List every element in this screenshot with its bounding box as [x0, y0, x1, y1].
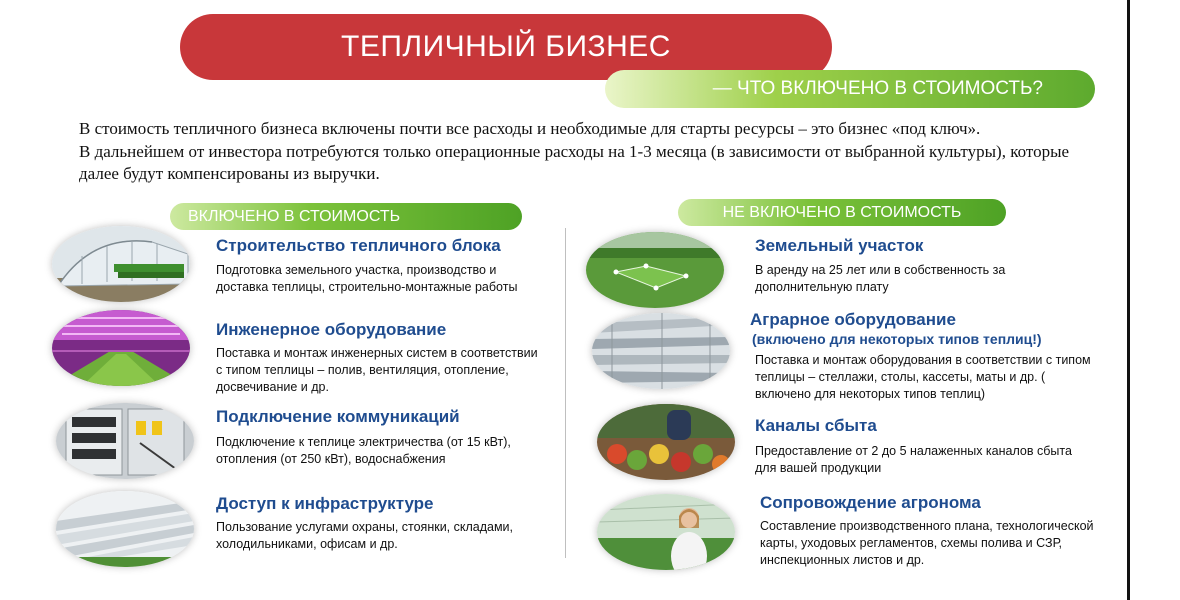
- column-divider: [565, 228, 566, 558]
- intro-text: [79, 118, 1089, 186]
- included-item-4-title: Доступ к инфраструктуре: [216, 494, 434, 513]
- included-section-label: [170, 203, 522, 230]
- land-plot-image: [586, 232, 724, 308]
- greenhouse-tunnel-image: [52, 226, 190, 302]
- greenhouse-interior-image: [592, 313, 730, 389]
- grow-lights-image: [52, 310, 190, 386]
- excluded-label-text: НЕ ВКЛЮЧЕНО В СТОИМОСТЬ: [722, 203, 962, 221]
- included-label-text: ВКЛЮЧЕНО В СТОИМОСТЬ: [188, 207, 401, 225]
- electrical-panel-image: [56, 403, 194, 479]
- excluded-item-3-text: Предоставление от 2 до 5 налаженных каналов сбыта для вашей продукции: [755, 444, 1072, 475]
- excluded-item-2-text: Поставка и монтаж оборудования в соответствии с типом теплицы – стеллажи, столы, кассеты, маты и др. ( включено для некоторых типов теплиц): [755, 353, 1091, 401]
- included-item-1-text: Подготовка земельного участка, производство и доставка теплицы, строительно-монтажные работы: [216, 263, 518, 294]
- included-item-3-text: Подключение к теплице электричества (от 15 кВт), отопления (от 250 кВт), водоснабжения: [216, 435, 511, 466]
- page-subtitle-banner: [605, 70, 1095, 108]
- included-item-1-title: Строительство тепличного блока: [216, 236, 501, 255]
- excluded-item-2-subtitle: (включено для некоторых типов теплиц!): [752, 331, 1042, 347]
- page-subtitle: — ЧТО ВКЛЮЧЕНО В СТОИМОСТЬ?: [712, 78, 1043, 99]
- agronomist-image: [597, 494, 735, 570]
- intro-paragraph-2: В дальнейшем от инвестора потребуются только операционные расходы на 1-3 месяца (в зависимости от выбранной культуры), которые далее будут компенсированы из выручки.: [79, 141, 1070, 183]
- page-title: ТЕПЛИЧНЫЙ БИЗНЕС: [341, 30, 671, 63]
- excluded-item-1-text: В аренду на 25 лет или в собственность за дополнительную плату: [755, 263, 1006, 294]
- intro-paragraph-1: В стоимость тепличного бизнеса включены почти все расходы и необходимые для старты ресурсы – это бизнес «под ключ».: [79, 119, 981, 138]
- vegetable-market-image: [597, 404, 735, 480]
- excluded-item-3-title: Каналы сбыта: [755, 416, 877, 435]
- excluded-item-4-text: Составление производственного плана, технологической карты, уходовых регламентов, схемы полива и СЗР, инспекционных листов и др.: [760, 519, 1094, 567]
- excluded-item-2-title: Аграрное оборудование: [750, 310, 956, 329]
- right-edge-rule: [1127, 0, 1130, 600]
- included-item-2-title: Инженерное оборудование: [216, 320, 447, 339]
- included-item-2-text: Поставка и монтаж инженерных систем в соответствии с типом теплицы – полив, вентиляция, отопление, досвечивание и др.: [216, 346, 538, 394]
- excluded-item-4-title: Сопровождение агронома: [760, 493, 981, 512]
- greenhouse-roofs-image: [56, 491, 194, 567]
- included-item-4-text: Пользование услугами охраны, стоянки, складами, холодильниками, офисам и др.: [216, 520, 514, 551]
- excluded-item-1-title: Земельный участок: [755, 236, 924, 255]
- included-item-3-title: Подключение коммуникаций: [216, 407, 460, 426]
- excluded-section-label: [678, 199, 1006, 226]
